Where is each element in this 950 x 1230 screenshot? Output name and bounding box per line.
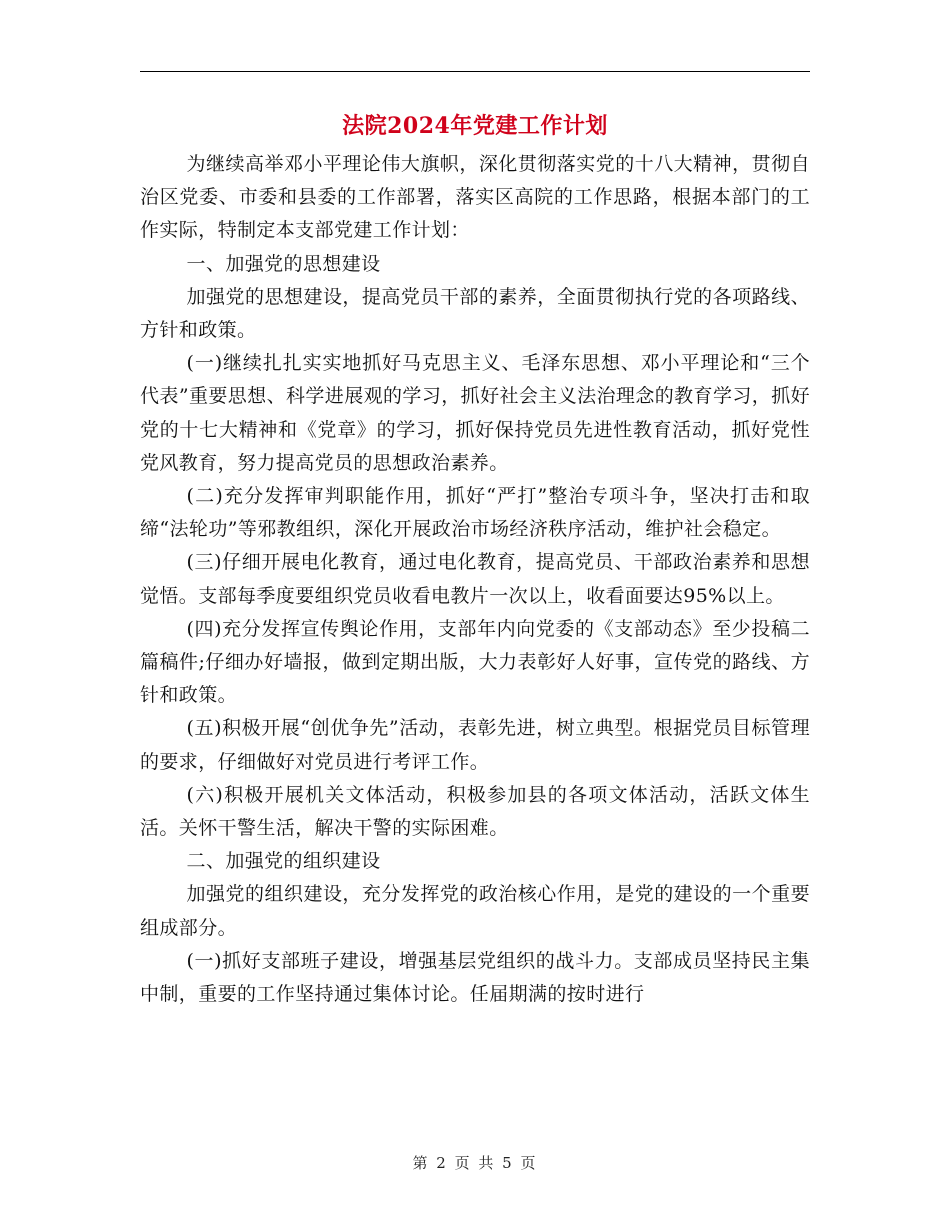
header-rule xyxy=(140,71,810,72)
document-title: 法院2024年党建工作计划 xyxy=(342,113,608,139)
paragraph-intro: 为继续高举邓小平理论伟大旗帜，深化贯彻落实党的十八大精神，贯彻自治区党委、市委和县委的工作部署，落实区高院的工作思路，根据本部门的工作实际，特制定本支部党建工作计划： xyxy=(140,153,810,242)
document-body xyxy=(140,148,810,1011)
paragraph-item-1-3: (三)仔细开展电化教育，通过电化教育，提高党员、干部政治素养和思想觉悟。支部每季度要组织党员收看电教片一次以上，收看面要达95%以上。 xyxy=(140,551,810,607)
paragraph-item-1-5: (五)积极开展“创优争先”活动，表彰先进，树立典型。根据党员目标管理的要求，仔细做好对党员进行考评工作。 xyxy=(140,717,810,773)
section-heading-2: 二、加强党的组织建设 xyxy=(186,850,381,873)
paragraph-item-1-2: (二)充分发挥审判职能作用，抓好“严打”整治专项斗争，坚决打击和取缔“法轮功”等邪教组织，深化开展政治市场经济秩序活动，维护社会稳定。 xyxy=(140,485,810,541)
paragraph-item-1-6: (六)积极开展机关文体活动，积极参加县的各项文体活动，活跃文体生活。关怀干警生活，解决干警的实际困难。 xyxy=(140,783,810,840)
section-heading-1: 一、加强党的思想建设 xyxy=(186,252,381,275)
page-number-footer: 第 2 页 共 5 页 xyxy=(412,1154,538,1172)
paragraph-item-1-1: (一)继续扎扎实实地抓好马克思主义、毛泽东思想、邓小平理论和“三个代表”重要思想、科学进展观的学习，抓好社会主义法治理念的教育学习，抓好党的十七大精神和《党章》的学习，抓好保持党员先进性教育活动，抓好党性党风教育，努力提高党员的思想政治素养。 xyxy=(140,352,810,474)
paragraph-item-1-4: (四)充分发挥宣传舆论作用，支部年内向党委的《支部动态》至少投稿二篇稿件;仔细办好墙报，做到定期出版，大力表彰好人好事，宣传党的路线、方针和政策。 xyxy=(140,617,810,707)
paragraph-item-2-1: (一)抓好支部班子建设，增强基层党组织的战斗力。支部成员坚持民主集中制，重要的工作坚持通过集体讨论。任届期满的按时进行 xyxy=(140,949,810,1006)
paragraph-section-1-summary: 加强党的思想建设，提高党员干部的素养，全面贯彻执行党的各项路线、方针和政策。 xyxy=(140,285,810,342)
paragraph-section-2-summary: 加强党的组织建设，充分发挥党的政治核心作用，是党的建设的一个重要组成部分。 xyxy=(140,883,810,939)
